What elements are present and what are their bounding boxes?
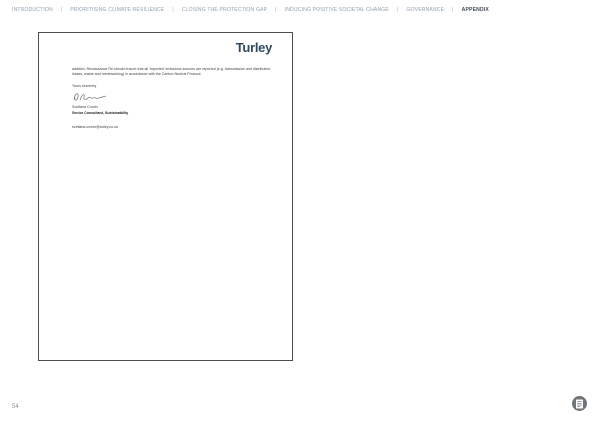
nav-prioritising-climate-resilience[interactable]: PRIORITISING CLIMATE RESILIENCE — [70, 7, 165, 13]
top-navigation — [12, 6, 489, 14]
signature-image — [72, 90, 108, 103]
signer-email: svetlana.cronin@turley.co.uk — [72, 125, 118, 129]
nav-appendix[interactable]: APPENDIX — [461, 7, 489, 13]
nav-separator: | — [275, 7, 277, 13]
nav-separator: | — [60, 7, 63, 13]
turley-logo: Turley — [235, 40, 272, 55]
letter-page — [38, 32, 293, 361]
nav-separator: | — [452, 7, 454, 13]
nav-introduction[interactable]: INTRODUCTION — [12, 7, 53, 13]
page-number: 54 — [12, 404, 19, 410]
nav-governance[interactable]: GOVERNANCE — [406, 7, 445, 13]
nav-inducing-positive-societal-change[interactable]: INDUCING POSITIVE SOCIETAL CHANGE — [284, 7, 389, 13]
document-icon — [575, 399, 584, 409]
nav-separator: | — [396, 7, 399, 13]
signer-title: Senior Consultant, Sustainability — [72, 111, 129, 115]
signer-name: Svetlana Cronin — [72, 105, 98, 109]
document-button[interactable] — [572, 396, 587, 411]
nav-closing-the-protection-gap[interactable]: CLOSING THE PROTECTION GAP — [181, 7, 268, 13]
letter-closing: Yours sincerely — [72, 84, 97, 88]
nav-separator: | — [172, 7, 174, 13]
letter-body-text: addition, Renaissance Re should ensure that all 'imported' emissions sources are reported (e.g. transmission and distribution losses, waste and homeworking) in accordance with the Carbon Neutral Protocol. — [72, 67, 271, 76]
